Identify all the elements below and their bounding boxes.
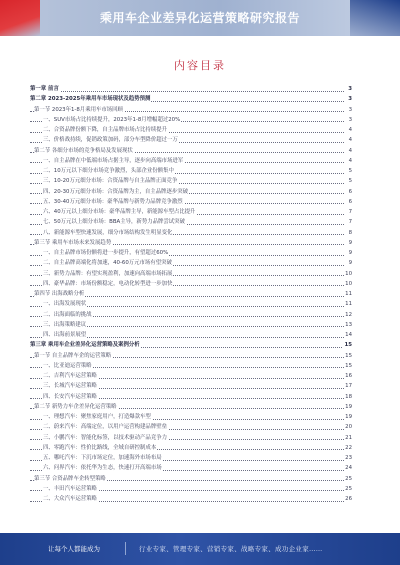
toc-entry-title: 八、新能源车型快速发展，细分市场结构发生明显变化 [43,229,173,236]
toc-page-number: 24 [344,463,352,473]
toc-page-number: 3 [347,94,352,104]
toc-entry[interactable] [30,105,352,115]
toc-entry-title: 三、价格战持续，促销政策加码，部分车型降价超过一万 [43,137,178,144]
toc-dot-leader [30,91,344,92]
toc-entry[interactable] [30,84,352,94]
toc-entry-title: 三、长城汽车运营策略 [43,383,97,390]
toc-page-number: 19 [344,412,352,422]
toc-entry-title: 第一节 2023年1-8月乘用车市场回顾 [34,106,123,113]
toc-entry[interactable] [30,494,352,504]
toc-list [30,84,352,504]
toc-entry[interactable] [30,310,352,320]
toc-entry[interactable] [30,422,352,432]
toc-entry-title: 二、合资品牌份额下降，自主品牌市场占比持续提升 [43,127,167,133]
toc-entry-title: 二、10万元以下细分市场竞争激烈，头部企业份额集中 [43,168,174,174]
toc-entry[interactable] [30,392,352,402]
footer-slogan: 让每个人都能成为 [48,545,100,553]
toc-entry-title: 第一章 前言 [30,86,59,92]
toc-page-number: 10 [344,279,352,289]
toc-entry[interactable] [30,207,352,217]
toc-page-number: 19 [344,402,352,412]
toc-entry[interactable] [30,474,352,484]
toc-entry-title: 一、理想汽车：聚焦家庭用户，打造爆款车型 [43,414,151,420]
toc-entry-title: 一、自主品牌市场份额将进一步提升，有望超过60% [43,250,169,256]
toc-page-number: 14 [344,330,352,340]
toc-page-number: 7 [348,207,352,217]
toc-entry[interactable] [30,463,352,473]
toc-entry[interactable] [30,156,352,166]
toc-page-number: 21 [344,433,352,443]
toc-entry-title: 一、丰田汽车运营策略 [43,485,97,492]
footer-roles: 行业专家、管理专家、营销专家、战略专家、成功企业家…… [139,545,323,553]
report-footer [0,533,400,565]
toc-entry[interactable] [30,258,352,268]
toc-entry[interactable] [30,135,352,145]
toc-entry-title: 六、问界汽车：依托华为生态，快速打开高端市场 [43,465,162,472]
toc-entry-title: 四、零跑汽车：性价比路线，全域自研控制成本 [43,444,157,451]
toc-page-number: 22 [344,443,352,453]
toc-entry-title: 三、出海策略建议 [43,321,87,328]
toc-page-number: 3 [348,115,352,125]
footer-divider [125,542,126,555]
toc-entry-title: 一、SUV市场占比持续提升，2023年1-8月增幅超过20% [43,116,181,123]
toc-entry-title: 四、出海前景展望 [43,332,87,338]
toc-entry-title: 四、豪华品牌：市场份额稳定，电动化转型进一步加快 [43,280,173,287]
toc-page-number: 4 [348,146,352,156]
toc-entry[interactable] [30,197,352,207]
toc-entry-title: 二、蔚来汽车：高端定位，以用户运营构建品牌壁垒 [43,424,167,431]
toc-page-number: 23 [344,453,352,463]
toc-entry-title: 第一节 自主品牌车企的运营策略 [34,352,112,359]
toc-entry[interactable] [30,228,352,238]
toc-entry-title: 二、大众汽车运营策略 [43,496,97,502]
toc-entry[interactable] [30,146,352,156]
toc-page-number: 9 [348,248,352,258]
toc-entry[interactable] [30,289,352,299]
toc-heading: 内容目录 [174,59,226,72]
toc-entry[interactable] [30,238,352,248]
toc-entry-title: 七、50万元以上细分市场：BBA主导，新势力品牌尝试突破 [43,219,185,226]
toc-page-number: 3 [348,105,352,115]
toc-page-number: 10 [344,269,352,279]
toc-entry[interactable] [30,330,352,340]
toc-entry-title: 五、30-40万元细分市场：豪华品牌与新势力品牌竞争激烈 [43,198,183,205]
toc-entry[interactable] [30,351,352,361]
toc-entry[interactable] [30,371,352,381]
toc-entry[interactable] [30,217,352,227]
toc-page-number: 11 [344,289,352,299]
toc-entry[interactable] [30,402,352,412]
toc-entry-title: 一、自主品牌在中低端市场占据主导，逐步向高端市场进军 [43,157,184,164]
toc-page-number: 7 [348,217,352,227]
toc-entry[interactable] [30,443,352,453]
toc-page-number: 9 [348,258,352,268]
toc-entry[interactable] [30,248,352,258]
toc-page-number: 25 [344,474,352,484]
toc-page-number: 12 [344,310,352,320]
toc-entry-title: 一、出海发展现状 [43,301,87,308]
toc-entry[interactable] [30,94,352,104]
toc-page-number: 3 [347,84,352,94]
toc-page-number: 11 [344,299,352,309]
toc-entry[interactable] [30,433,352,443]
toc-entry-title: 一、比亚迪运营策略 [43,362,92,369]
toc-entry[interactable] [30,279,352,289]
toc-entry-title: 第四节 出海战略分析 [34,291,85,297]
report-header [0,0,400,36]
toc-entry[interactable] [30,412,352,422]
toc-entry[interactable] [30,125,352,135]
toc-page-number: 5 [348,176,352,186]
toc-page-number: 15 [343,340,352,350]
toc-entry-title: 二、吉利汽车运营策略 [43,373,97,379]
toc-entry-title: 第二节 各细分市场的竞争格局及发展现状 [34,147,133,154]
toc-entry[interactable] [30,187,352,197]
toc-entry[interactable] [30,166,352,176]
toc-entry[interactable] [30,115,352,125]
toc-page-number: 26 [344,494,352,504]
toc-page-number: 16 [344,371,352,381]
toc-page-number: 15 [344,361,352,371]
toc-page-number: 15 [344,351,352,361]
toc-page-number: 20 [344,422,352,432]
toc-entry-title: 第三节 合资品牌车企转型策略 [34,475,106,482]
toc-entry-title: 二、自主品牌高端化将加速，40-60万元市场有望突破 [43,260,172,267]
toc-entry-title: 第二节 新势力车企差异化运营策略 [34,403,117,410]
toc-page-number: 8 [348,228,352,238]
toc-entry[interactable] [30,299,352,309]
toc-entry[interactable] [30,453,352,463]
toc-page-number: 6 [348,197,352,207]
toc-page-number: 9 [348,238,352,248]
toc-entry[interactable] [30,340,352,350]
toc-page-number: 5 [348,166,352,176]
toc-entry-title: 三、新势力品牌：有望实现盈利，加速向高端市场拓展 [43,270,173,277]
toc-page-number: 18 [344,392,352,402]
toc-entry[interactable] [30,176,352,186]
toc-entry-title: 六、40万元以上细分市场：豪华品牌主导，新能源车型占比提升 [43,209,196,215]
toc-page-number: 25 [344,484,352,494]
toc-page-number: 6 [348,187,352,197]
toc-entry-title: 三、10-20万元细分市场：合资品牌与自主品牌正面竞争 [43,178,178,185]
toc-page-number: 4 [348,135,352,145]
toc-page-number: 4 [348,125,352,135]
toc-entry-title: 二、出海面临的挑战 [43,311,92,318]
toc-page-number: 4 [348,156,352,166]
toc-entry[interactable] [30,361,352,371]
toc-entry-title: 三、小鹏汽车：智能化标签，以技术驱动产品竞争力 [43,434,167,441]
toc-entry-title: 第二章 2023-2025年乘用车市场现状及趋势预测 [30,96,151,103]
toc-page-number: 13 [344,320,352,330]
toc-entry-title: 第三节 乘用车市场未来发展趋势 [34,239,112,246]
toc-entry-title: 四、长安汽车运营策略 [43,393,97,400]
toc-entry[interactable] [30,484,352,494]
toc-page-number: 17 [344,381,352,391]
toc-entry[interactable] [30,269,352,279]
toc-entry-title: 四、20-30万元细分市场：合资品牌为主，自主品牌逐步突破 [43,188,189,195]
report-title: 乘用车企业差异化运营策略研究报告 [99,11,300,25]
toc-entry[interactable] [30,320,352,330]
toc-entry-title: 第三章 乘用车企业差异化运营策略及案例分析 [30,342,140,349]
toc-entry[interactable] [30,381,352,391]
toc-entry-title: 五、哪吒汽车：下沉市场定位，加速海外市场布局 [43,455,162,461]
